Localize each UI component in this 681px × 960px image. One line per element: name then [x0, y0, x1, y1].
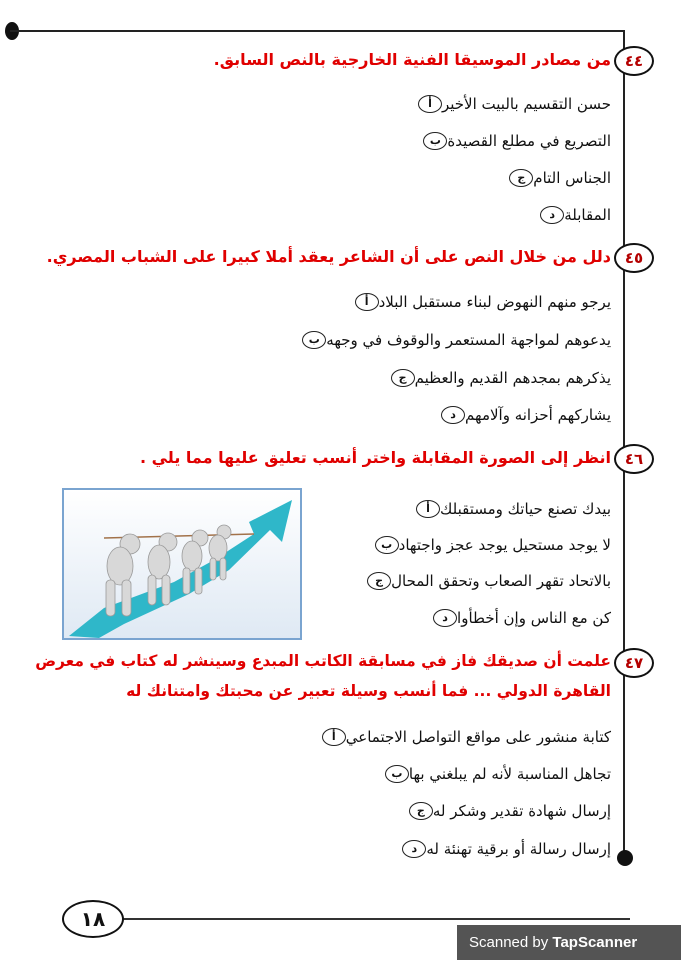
option-marker: د: [402, 840, 426, 858]
tapscanner-watermark: [457, 925, 681, 960]
frame-line-top: [10, 30, 625, 32]
option-label: التصريع في مطلع القصيدة: [447, 132, 611, 150]
option-marker: ج: [391, 369, 415, 387]
option-label: إرسال شهادة تقدير وشكر له: [432, 802, 611, 820]
question-text-47-line2: القاهرة الدولي ... فما أنسب وسيلة تعبير عن محبتك وامتنانك له: [126, 682, 611, 700]
option-45-c[interactable]: [383, 366, 611, 390]
option-label: يدعوهم لمواجهة المستعمر والوقوف في وجهه: [326, 331, 611, 349]
option-46-a[interactable]: [408, 497, 611, 521]
option-46-b[interactable]: [367, 533, 611, 557]
option-47-c[interactable]: [401, 799, 611, 823]
question-text-44: من مصادر الموسيقا الفنية الخارجية بالنص السابق.: [213, 50, 611, 69]
option-45-d[interactable]: [433, 403, 611, 427]
option-label: كن مع الناس وإن أخطأوا: [457, 609, 611, 627]
option-label: الجناس التام: [533, 169, 611, 187]
option-44-a[interactable]: [410, 92, 611, 116]
option-marker: ج: [367, 572, 391, 590]
option-label: بيدك تصنع حياتك ومستقبلك: [439, 500, 611, 518]
option-label: حسن التقسيم بالبيت الأخير: [441, 95, 611, 113]
option-label: تجاهل المناسبة لأنه لم يبلغني بها: [408, 765, 611, 783]
question-number-45: ٤٥: [614, 243, 654, 273]
option-marker: ج: [409, 802, 433, 820]
option-label: يرجو منهم النهوض لبناء مستقبل البلاد: [378, 293, 611, 311]
watermark-prefix: Scanned by: [469, 934, 553, 951]
option-label: إرسال رسالة أو برقية تهنئة له: [426, 840, 611, 858]
option-marker: ب: [385, 765, 409, 783]
option-47-d[interactable]: [394, 837, 611, 861]
option-45-a[interactable]: [347, 290, 611, 314]
option-marker: ب: [375, 536, 399, 554]
option-label: يشاركهم أحزانه وآلامهم: [465, 406, 611, 424]
option-marker: أ: [416, 500, 440, 518]
tug-of-war-figures-arrow-image: [62, 488, 302, 640]
question-number-47: ٤٧: [614, 648, 654, 678]
option-marker: د: [540, 206, 564, 224]
watermark-brand: TapScanner: [552, 934, 638, 951]
question-text-47-line1: علمت أن صديقك فاز في مسابقة الكاتب المبدع وسينشر له كتاب في معرض: [35, 652, 611, 670]
question-text-46: انظر إلى الصورة المقابلة واختر أنسب تعليق عليها مما يلي .: [139, 448, 611, 467]
option-label: كتابة منشور على مواقع التواصل الاجتماعي: [345, 728, 611, 746]
question-text-45: دلل من خلال النص على أن الشاعر يعقد أملا كبيرا على الشباب المصري.: [46, 247, 611, 266]
option-44-b[interactable]: [415, 129, 611, 153]
question-number-46: ٤٦: [614, 444, 654, 474]
option-label: يذكرهم بمجدهم القديم والعظيم: [414, 369, 611, 387]
option-marker: أ: [355, 293, 379, 311]
option-marker: ج: [509, 169, 533, 187]
option-marker: ب: [302, 331, 326, 349]
option-46-c[interactable]: [359, 569, 611, 593]
frame-dot-bottom: [617, 850, 633, 866]
option-44-d[interactable]: [532, 203, 611, 227]
option-marker: أ: [322, 728, 346, 746]
option-46-d[interactable]: [425, 606, 611, 630]
option-44-c[interactable]: [501, 166, 611, 190]
option-47-a[interactable]: [314, 725, 611, 749]
option-45-b[interactable]: [294, 328, 611, 352]
option-marker: ب: [423, 132, 447, 150]
question-number-44: ٤٤: [614, 46, 654, 76]
teamwork-illustration: [64, 490, 300, 638]
option-label: المقابلة: [564, 206, 611, 224]
option-47-b[interactable]: [377, 762, 611, 786]
footer-line: [120, 918, 630, 920]
page-number: ١٨: [62, 900, 124, 938]
option-marker: د: [433, 609, 457, 627]
option-marker: د: [441, 406, 465, 424]
option-marker: أ: [418, 95, 442, 113]
option-label: لا يوجد مستحيل يوجد عجز واجتهاد: [398, 536, 611, 554]
option-label: بالاتحاد تقهر الصعاب وتحقق المحال: [391, 572, 611, 590]
